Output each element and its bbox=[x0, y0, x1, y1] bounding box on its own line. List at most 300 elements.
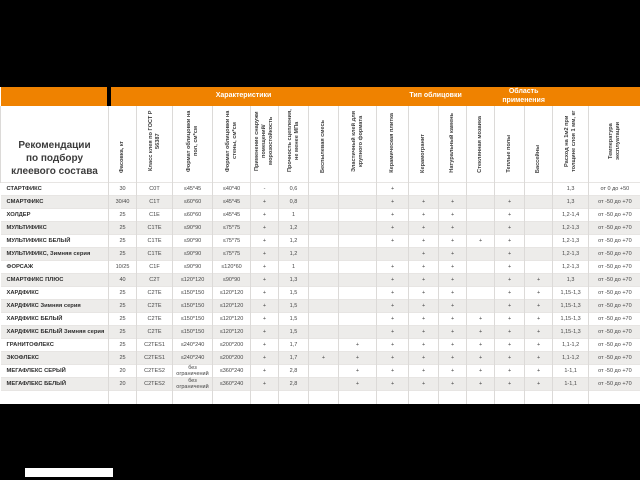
table-row bbox=[1, 209, 640, 222]
value-cell: ≤120*120 bbox=[213, 287, 251, 300]
value-cell: 0,6 bbox=[279, 183, 309, 196]
value-cell: ≤120*120 bbox=[213, 326, 251, 339]
table-row bbox=[1, 183, 640, 196]
value-cell bbox=[309, 287, 339, 300]
group-header-row bbox=[1, 87, 640, 106]
value-cell: + bbox=[377, 326, 409, 339]
group-blank bbox=[553, 87, 640, 106]
empty-cell bbox=[137, 391, 173, 405]
value-cell: + bbox=[251, 235, 279, 248]
value-cell: ≤360*240 bbox=[213, 378, 251, 391]
value-cell: от 0 до +50 bbox=[589, 183, 640, 196]
value-cell: + bbox=[251, 274, 279, 287]
col-natural-stone: Натуральный камень bbox=[439, 106, 467, 183]
empty-cell bbox=[525, 391, 553, 405]
value-cell: + bbox=[409, 378, 439, 391]
value-cell: от -50 до +70 bbox=[589, 196, 640, 209]
value-cell bbox=[409, 183, 439, 196]
value-cell: ≤120*120 bbox=[213, 300, 251, 313]
value-cell bbox=[467, 209, 495, 222]
value-cell bbox=[339, 209, 377, 222]
value-cell: C2TE bbox=[137, 326, 173, 339]
value-cell: 1,1-1,2 bbox=[553, 352, 589, 365]
table-row bbox=[1, 287, 640, 300]
value-cell: ≤120*120 bbox=[213, 313, 251, 326]
value-cell: C2TES2 bbox=[137, 365, 173, 378]
table-row bbox=[1, 222, 640, 235]
col-pools: Бассейны bbox=[525, 106, 553, 183]
value-cell: от -50 до +70 bbox=[589, 339, 640, 352]
product-name-cell: МЕГАФЛЕКС БЕЛЫЙ bbox=[1, 378, 109, 391]
value-cell: 25 bbox=[109, 339, 137, 352]
value-cell: C2TES2 bbox=[137, 378, 173, 391]
value-cell: + bbox=[467, 378, 495, 391]
value-cell: 1,5 bbox=[279, 287, 309, 300]
col-wall-format: Формат облицовки на стены, см*см bbox=[213, 106, 251, 183]
value-cell: 1,3 bbox=[553, 196, 589, 209]
value-cell: + bbox=[439, 287, 467, 300]
value-cell: 1,2-1,4 bbox=[553, 209, 589, 222]
value-cell: 40 bbox=[109, 274, 137, 287]
value-cell: 25 bbox=[109, 222, 137, 235]
empty-cell bbox=[495, 391, 525, 405]
value-cell: + bbox=[439, 248, 467, 261]
empty-cell bbox=[213, 391, 251, 405]
value-cell: 1,15-1,3 bbox=[553, 326, 589, 339]
value-cell: C1E bbox=[137, 209, 173, 222]
value-cell: ≤150*150 bbox=[173, 300, 213, 313]
value-cell bbox=[309, 339, 339, 352]
value-cell: + bbox=[439, 261, 467, 274]
value-cell: 1,5 bbox=[279, 326, 309, 339]
value-cell: + bbox=[439, 209, 467, 222]
title-line-2: по подбору bbox=[25, 153, 84, 164]
value-cell bbox=[309, 248, 339, 261]
value-cell: ≤60*60 bbox=[173, 196, 213, 209]
col-heated-floors: Теплые полы bbox=[495, 106, 525, 183]
group-cladding-type: Тип облицовки bbox=[377, 87, 495, 106]
value-cell: ≤75*75 bbox=[213, 248, 251, 261]
value-cell bbox=[525, 196, 553, 209]
product-name-cell: ХОЛДЕР bbox=[1, 209, 109, 222]
value-cell: - bbox=[251, 183, 279, 196]
value-cell: ≤90*90 bbox=[173, 222, 213, 235]
value-cell bbox=[309, 209, 339, 222]
value-cell: без ограничений bbox=[173, 365, 213, 378]
value-cell: + bbox=[495, 209, 525, 222]
value-cell: C1TE bbox=[137, 222, 173, 235]
value-cell: от -50 до +70 bbox=[589, 248, 640, 261]
value-cell: ≤45*45 bbox=[213, 209, 251, 222]
value-cell: + bbox=[251, 261, 279, 274]
col-outdoor-frost: Применение снаружи помещений/ морозостойкость bbox=[251, 106, 279, 183]
col-glass-mosaic: Стеклянная мозаика bbox=[467, 106, 495, 183]
value-cell: + bbox=[377, 300, 409, 313]
value-cell: 25 bbox=[109, 235, 137, 248]
value-cell: + bbox=[251, 209, 279, 222]
value-cell: + bbox=[409, 339, 439, 352]
value-cell bbox=[467, 287, 495, 300]
value-cell: 30 bbox=[109, 183, 137, 196]
value-cell bbox=[309, 300, 339, 313]
value-cell: + bbox=[495, 196, 525, 209]
product-name-cell: ЭКОФЛЕКС bbox=[1, 352, 109, 365]
value-cell: + bbox=[439, 352, 467, 365]
value-cell: ≤240*240 bbox=[173, 339, 213, 352]
value-cell: 1,2 bbox=[279, 235, 309, 248]
value-cell: + bbox=[495, 339, 525, 352]
value-cell: + bbox=[439, 365, 467, 378]
value-cell: 1,5 bbox=[279, 313, 309, 326]
col-elastic-adhesive: Эластичный клей для крупного формата bbox=[339, 106, 377, 183]
value-cell: 25 bbox=[109, 248, 137, 261]
value-cell: 0,8 bbox=[279, 196, 309, 209]
column-header-row bbox=[1, 106, 640, 183]
value-cell bbox=[525, 235, 553, 248]
value-cell: 1,1-1,2 bbox=[553, 339, 589, 352]
value-cell bbox=[339, 326, 377, 339]
value-cell: + bbox=[377, 183, 409, 196]
value-cell bbox=[309, 326, 339, 339]
col-floor-format: Формат облицовки на пол, см*см bbox=[173, 106, 213, 183]
value-cell: + bbox=[251, 248, 279, 261]
value-cell: + bbox=[525, 300, 553, 313]
value-cell: 1,5 bbox=[279, 300, 309, 313]
product-name-cell: МУЛЬТИФИКС, Зимняя серия bbox=[1, 248, 109, 261]
value-cell: ≤150*150 bbox=[173, 313, 213, 326]
product-name-cell: СМАРТФИКС bbox=[1, 196, 109, 209]
value-cell: ≤40*40 bbox=[213, 183, 251, 196]
product-name-cell: ГРАНИТОФЛЕКС bbox=[1, 339, 109, 352]
title-line-3: клеевого состава bbox=[11, 166, 98, 177]
value-cell: C1T bbox=[137, 196, 173, 209]
product-name-cell: ХАРДФИКС Зимняя серия bbox=[1, 300, 109, 313]
product-name-cell: МУЛЬТИФИКС bbox=[1, 222, 109, 235]
value-cell bbox=[339, 222, 377, 235]
value-cell: + bbox=[495, 287, 525, 300]
value-cell: ≤200*200 bbox=[213, 352, 251, 365]
value-cell: C2TES1 bbox=[137, 339, 173, 352]
value-cell: от -50 до +70 bbox=[589, 222, 640, 235]
value-cell: 1,3 bbox=[553, 274, 589, 287]
adhesive-selection-table bbox=[0, 87, 640, 404]
value-cell: 25 bbox=[109, 352, 137, 365]
value-cell: + bbox=[495, 313, 525, 326]
empty-cell bbox=[467, 391, 495, 405]
value-cell: C2T bbox=[137, 274, 173, 287]
value-cell: + bbox=[525, 352, 553, 365]
value-cell: ≤240*240 bbox=[173, 352, 213, 365]
value-cell: + bbox=[439, 274, 467, 287]
value-cell bbox=[339, 248, 377, 261]
empty-cell bbox=[109, 391, 137, 405]
value-cell: C0T bbox=[137, 183, 173, 196]
table-row bbox=[1, 365, 640, 378]
value-cell: + bbox=[495, 248, 525, 261]
value-cell: + bbox=[409, 352, 439, 365]
value-cell: 1,15-1,3 bbox=[553, 313, 589, 326]
value-cell: + bbox=[377, 196, 409, 209]
value-cell bbox=[309, 378, 339, 391]
value-cell: + bbox=[339, 339, 377, 352]
value-cell: + bbox=[377, 352, 409, 365]
value-cell bbox=[309, 274, 339, 287]
value-cell bbox=[309, 196, 339, 209]
table-row bbox=[1, 261, 640, 274]
value-cell: от -50 до +70 bbox=[589, 274, 640, 287]
value-cell bbox=[339, 287, 377, 300]
table-row bbox=[1, 274, 640, 287]
value-cell: ≤200*200 bbox=[213, 339, 251, 352]
product-name-cell: ХАРДФИКС bbox=[1, 287, 109, 300]
catalog-table-area bbox=[0, 87, 640, 404]
value-cell: + bbox=[495, 378, 525, 391]
value-cell bbox=[309, 235, 339, 248]
product-name-cell: МУЛЬТИФИКС БЕЛЫЙ bbox=[1, 235, 109, 248]
value-cell: 1-1,1 bbox=[553, 365, 589, 378]
value-cell: ≤120*60 bbox=[213, 261, 251, 274]
col-porcelain: Керамогранит bbox=[409, 106, 439, 183]
product-name-cell: ФОРСАЖ bbox=[1, 261, 109, 274]
value-cell: ≤90*90 bbox=[173, 248, 213, 261]
value-cell: от -50 до +70 bbox=[589, 235, 640, 248]
value-cell bbox=[467, 248, 495, 261]
value-cell: ≤75*75 bbox=[213, 222, 251, 235]
value-cell bbox=[339, 313, 377, 326]
col-ceramic-tile: Керамическая плитка bbox=[377, 106, 409, 183]
value-cell: + bbox=[439, 378, 467, 391]
value-cell: + bbox=[377, 274, 409, 287]
value-cell: ≤90*90 bbox=[173, 261, 213, 274]
value-cell bbox=[339, 300, 377, 313]
value-cell: 1,7 bbox=[279, 339, 309, 352]
value-cell bbox=[467, 261, 495, 274]
value-cell: + bbox=[409, 248, 439, 261]
value-cell bbox=[525, 209, 553, 222]
value-cell: + bbox=[525, 365, 553, 378]
value-cell: + bbox=[439, 326, 467, 339]
value-cell: + bbox=[251, 313, 279, 326]
value-cell bbox=[339, 183, 377, 196]
value-cell bbox=[525, 261, 553, 274]
table-row bbox=[1, 196, 640, 209]
value-cell: + bbox=[467, 313, 495, 326]
value-cell: 1 bbox=[279, 261, 309, 274]
title-line-1: Рекомендации bbox=[18, 140, 91, 151]
value-cell: ≤150*150 bbox=[173, 326, 213, 339]
value-cell: + bbox=[409, 300, 439, 313]
value-cell bbox=[309, 261, 339, 274]
value-cell: от -50 до +70 bbox=[589, 287, 640, 300]
table-row bbox=[1, 326, 640, 339]
value-cell: + bbox=[377, 365, 409, 378]
value-cell: + bbox=[377, 339, 409, 352]
value-cell: ≤90*90 bbox=[173, 235, 213, 248]
value-cell: + bbox=[409, 196, 439, 209]
value-cell bbox=[525, 248, 553, 261]
col-consumption: Расход на 1м2 при толщине слоя 1 мм, кг bbox=[553, 106, 589, 183]
value-cell: 1,3 bbox=[553, 183, 589, 196]
value-cell: C2TES1 bbox=[137, 352, 173, 365]
value-cell: 1 bbox=[279, 209, 309, 222]
product-name-cell: МЕГАФЛЕКС СЕРЫЙ bbox=[1, 365, 109, 378]
value-cell: от -50 до +70 bbox=[589, 352, 640, 365]
value-cell: + bbox=[251, 287, 279, 300]
value-cell: + bbox=[525, 339, 553, 352]
col-dustfree-mix: Беспылевая смесь bbox=[309, 106, 339, 183]
value-cell: 2,8 bbox=[279, 378, 309, 391]
value-cell: + bbox=[251, 365, 279, 378]
value-cell: + bbox=[525, 313, 553, 326]
value-cell: + bbox=[439, 313, 467, 326]
value-cell: + bbox=[339, 378, 377, 391]
value-cell: + bbox=[495, 261, 525, 274]
title-block-top bbox=[1, 87, 109, 106]
product-name-cell: СМАРТФИКС ПЛЮС bbox=[1, 274, 109, 287]
value-cell bbox=[309, 183, 339, 196]
col-service-temperature: Температура эксплуатации bbox=[589, 106, 640, 183]
value-cell: от -50 до +70 bbox=[589, 300, 640, 313]
value-cell: + bbox=[495, 352, 525, 365]
value-cell: без ограничений bbox=[173, 378, 213, 391]
value-cell: + bbox=[525, 274, 553, 287]
table-row bbox=[1, 339, 640, 352]
value-cell bbox=[339, 235, 377, 248]
value-cell bbox=[377, 248, 409, 261]
value-cell bbox=[339, 196, 377, 209]
value-cell: 1,7 bbox=[279, 352, 309, 365]
value-cell: 1,2-1,3 bbox=[553, 222, 589, 235]
value-cell: + bbox=[409, 235, 439, 248]
value-cell: 1-1,1 bbox=[553, 378, 589, 391]
value-cell: 30/40 bbox=[109, 196, 137, 209]
value-cell: + bbox=[439, 235, 467, 248]
value-cell: + bbox=[377, 209, 409, 222]
value-cell: + bbox=[409, 209, 439, 222]
value-cell: 1,2 bbox=[279, 248, 309, 261]
product-name-cell: ХАРДФИКС БЕЛЫЙ bbox=[1, 313, 109, 326]
value-cell: + bbox=[467, 339, 495, 352]
table-row bbox=[1, 248, 640, 261]
value-cell: + bbox=[409, 222, 439, 235]
empty-cell bbox=[589, 391, 640, 405]
value-cell: + bbox=[251, 326, 279, 339]
value-cell: + bbox=[495, 326, 525, 339]
empty-cell bbox=[251, 391, 279, 405]
value-cell: 25 bbox=[109, 326, 137, 339]
value-cell bbox=[525, 183, 553, 196]
value-cell: ≤75*75 bbox=[213, 235, 251, 248]
value-cell: + bbox=[409, 326, 439, 339]
empty-cell bbox=[1, 391, 109, 405]
value-cell: + bbox=[377, 261, 409, 274]
value-cell: + bbox=[467, 365, 495, 378]
value-cell: + bbox=[439, 339, 467, 352]
value-cell: от -50 до +70 bbox=[589, 313, 640, 326]
product-name-cell: ХАРДФИКС БЕЛЫЙ Зимняя серия bbox=[1, 326, 109, 339]
value-cell: + bbox=[525, 326, 553, 339]
value-cell: ≤360*240 bbox=[213, 365, 251, 378]
value-cell: + bbox=[495, 300, 525, 313]
table-body bbox=[1, 183, 640, 405]
product-name-cell: СТАРТФИКС bbox=[1, 183, 109, 196]
value-cell: + bbox=[409, 313, 439, 326]
value-cell: + bbox=[525, 378, 553, 391]
value-cell: 1,15-1,3 bbox=[553, 287, 589, 300]
value-cell: + bbox=[251, 196, 279, 209]
value-cell: + bbox=[339, 365, 377, 378]
value-cell: + bbox=[409, 287, 439, 300]
bottom-left-bar bbox=[25, 468, 113, 477]
value-cell: 25 bbox=[109, 209, 137, 222]
value-cell: 10/25 bbox=[109, 261, 137, 274]
value-cell bbox=[467, 274, 495, 287]
group-application-area: Область применения bbox=[495, 87, 553, 106]
value-cell bbox=[495, 183, 525, 196]
value-cell: C2TE bbox=[137, 287, 173, 300]
value-cell: + bbox=[439, 196, 467, 209]
value-cell: + bbox=[251, 378, 279, 391]
value-cell: + bbox=[409, 365, 439, 378]
table-row bbox=[1, 235, 640, 248]
value-cell: + bbox=[439, 300, 467, 313]
value-cell: 25 bbox=[109, 300, 137, 313]
col-bond-strength: Прочность сцепления, не менее МПа bbox=[279, 106, 309, 183]
value-cell: + bbox=[467, 352, 495, 365]
value-cell bbox=[339, 274, 377, 287]
value-cell: C2TE bbox=[137, 313, 173, 326]
value-cell: + bbox=[495, 365, 525, 378]
value-cell: + bbox=[251, 300, 279, 313]
col-packaging: Фасовка, кг bbox=[109, 106, 137, 183]
value-cell: + bbox=[309, 352, 339, 365]
value-cell: ≤45*45 bbox=[173, 183, 213, 196]
value-cell: 1,2 bbox=[279, 222, 309, 235]
table-row bbox=[1, 300, 640, 313]
value-cell bbox=[339, 261, 377, 274]
value-cell: ≤60*60 bbox=[173, 209, 213, 222]
value-cell: + bbox=[251, 222, 279, 235]
value-cell: C2TE bbox=[137, 300, 173, 313]
empty-cell bbox=[279, 391, 309, 405]
value-cell: ≤150*150 bbox=[173, 287, 213, 300]
value-cell: C1F bbox=[137, 261, 173, 274]
value-cell: 1,2-1,3 bbox=[553, 235, 589, 248]
value-cell: ≤120*120 bbox=[173, 274, 213, 287]
value-cell: ≤45*45 bbox=[213, 196, 251, 209]
value-cell: + bbox=[439, 222, 467, 235]
table-row bbox=[1, 352, 640, 365]
value-cell: + bbox=[377, 222, 409, 235]
empty-row bbox=[1, 391, 640, 405]
value-cell: + bbox=[409, 261, 439, 274]
value-cell: 1,2-1,3 bbox=[553, 261, 589, 274]
empty-cell bbox=[173, 391, 213, 405]
value-cell: 25 bbox=[109, 313, 137, 326]
value-cell: + bbox=[495, 274, 525, 287]
value-cell: C1TE bbox=[137, 235, 173, 248]
value-cell bbox=[439, 183, 467, 196]
value-cell: + bbox=[409, 274, 439, 287]
value-cell: + bbox=[525, 287, 553, 300]
value-cell: + bbox=[377, 313, 409, 326]
value-cell: 1,3 bbox=[279, 274, 309, 287]
page-title bbox=[1, 106, 109, 183]
value-cell bbox=[309, 365, 339, 378]
value-cell: + bbox=[377, 378, 409, 391]
value-cell: 20 bbox=[109, 365, 137, 378]
empty-cell bbox=[439, 391, 467, 405]
